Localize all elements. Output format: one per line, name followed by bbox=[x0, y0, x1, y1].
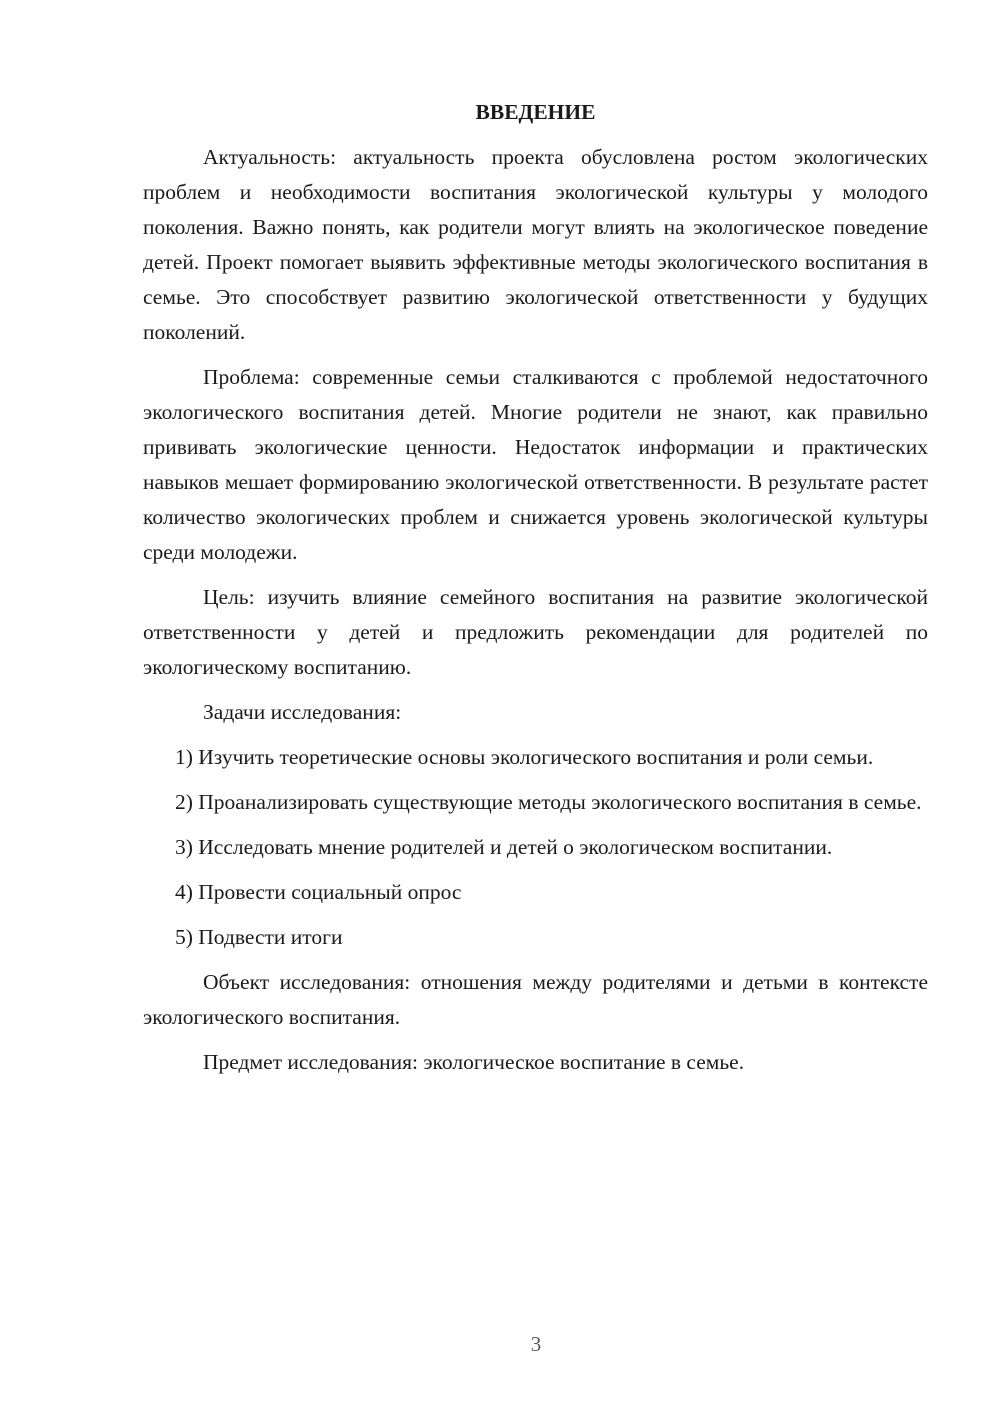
task-item-4: 4) Провести социальный опрос bbox=[175, 880, 462, 904]
subject-paragraph: Предмет исследования: экологическое воспитание в семье. bbox=[203, 1050, 745, 1074]
page-content bbox=[143, 95, 928, 1090]
task-item-5: 5) Подвести итоги bbox=[175, 925, 343, 949]
goal-paragraph: Цель: изучить влияние семейного воспитания на развитие экологической ответственности у детей и предложить рекомендации для родителей по экологическому воспитанию. bbox=[143, 585, 928, 679]
object-paragraph: Объект исследования: отношения между родителями и детьми в контексте экологического воспитания. bbox=[143, 970, 928, 1029]
page-title: ВВЕДЕНИЕ bbox=[475, 100, 596, 124]
problem-paragraph: Проблема: современные семьи сталкиваются с проблемой недостаточного экологического воспитания детей. Многие родители не знают, как правильно прививать экологические ценности. Недостаток информации и практических навыков мешает формированию экологической ответственности. В результате растет количество экологических проблем и снижается уровень экологической культуры среди молодежи. bbox=[143, 365, 928, 564]
task-item-2: 2) Проанализировать существующие методы экологического воспитания в семье. bbox=[175, 790, 922, 814]
tasks-heading: Задачи исследования: bbox=[203, 700, 402, 724]
task-item-1: 1) Изучить теоретические основы экологического воспитания и роли семьи. bbox=[175, 745, 874, 769]
task-item-3: 3) Исследовать мнение родителей и детей о экологическом воспитании. bbox=[175, 835, 833, 859]
page-number: 3 bbox=[530, 1332, 542, 1356]
relevance-paragraph: Актуальность: актуальность проекта обусловлена ростом экологических проблем и необходимости воспитания экологической культуры у молодого поколения. Важно понять, как родители могут влиять на экологическое поведение детей. Проект помогает выявить эффективные методы экологического воспитания в семье. Это способствует развитию экологической ответственности у будущих поколений. bbox=[143, 145, 928, 344]
